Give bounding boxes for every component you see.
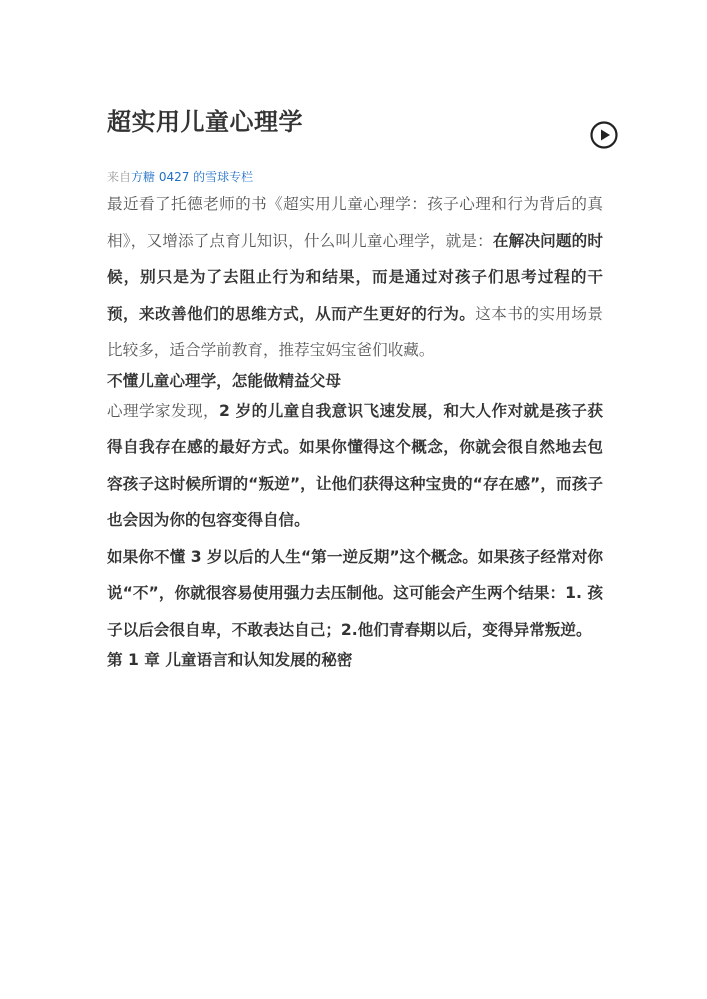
play-circle-icon: [589, 120, 619, 150]
intro-text-1: 最近看了托德老师的书《超实用儿童心理学：孩子心理和行为背后的真相》，又增添了点育儿知识，什么叫儿童心理学，就是：: [107, 195, 603, 250]
article-source: [107, 168, 603, 186]
play-button[interactable]: [589, 120, 619, 150]
paragraph-three: [107, 539, 603, 649]
article-title: 超实用儿童心理学: [107, 108, 303, 136]
intro-text-2: 这本书的实用场景比较多，适合学前教育，推荐宝妈宝爸们收藏。: [107, 304, 603, 359]
p2-text-bold: 2 岁的儿童自我意识飞速发展，和大人作对就是孩子获得自我存在感的最好方式。如果你懂得这个概念，你就会很自然地去包容孩子这时候所谓的“叛逆”，让他们获得这种宝贵的“存在感”，而孩子也会因为你的包容变得自信。: [107, 401, 603, 529]
article: [107, 104, 603, 672]
section-heading-1: 不懂儿童心理学，怎能做精益父母: [107, 371, 341, 390]
section-heading-2: 第 1 章 儿童语言和认知发展的秘密: [107, 651, 353, 669]
source-prefix: 来自: [107, 170, 132, 184]
paragraph-two: [107, 393, 603, 539]
intro-text-bold: 在解决问题的时候，别只是为了去阻止行为和结果，而是通过对孩子们思考过程的干预，来改善他们的思维方式，从而产生更好的行为。: [107, 231, 603, 323]
p3-text-bold: 如果你不懂 3 岁以后的人生“第一逆反期”这个概念。如果孩子经常对你说“不”，你就很容易使用强力去压制他。这可能会产生两个结果：1. 孩子以后会很自卑，不敢表达自己；2.他们青春期以后，变得异常叛逆。: [107, 547, 603, 639]
p2-text-1: 心理学家发现，: [107, 401, 219, 420]
paragraph-intro: [107, 186, 603, 369]
author-link[interactable]: 方糖 0427 的雪球专栏: [131, 170, 254, 184]
